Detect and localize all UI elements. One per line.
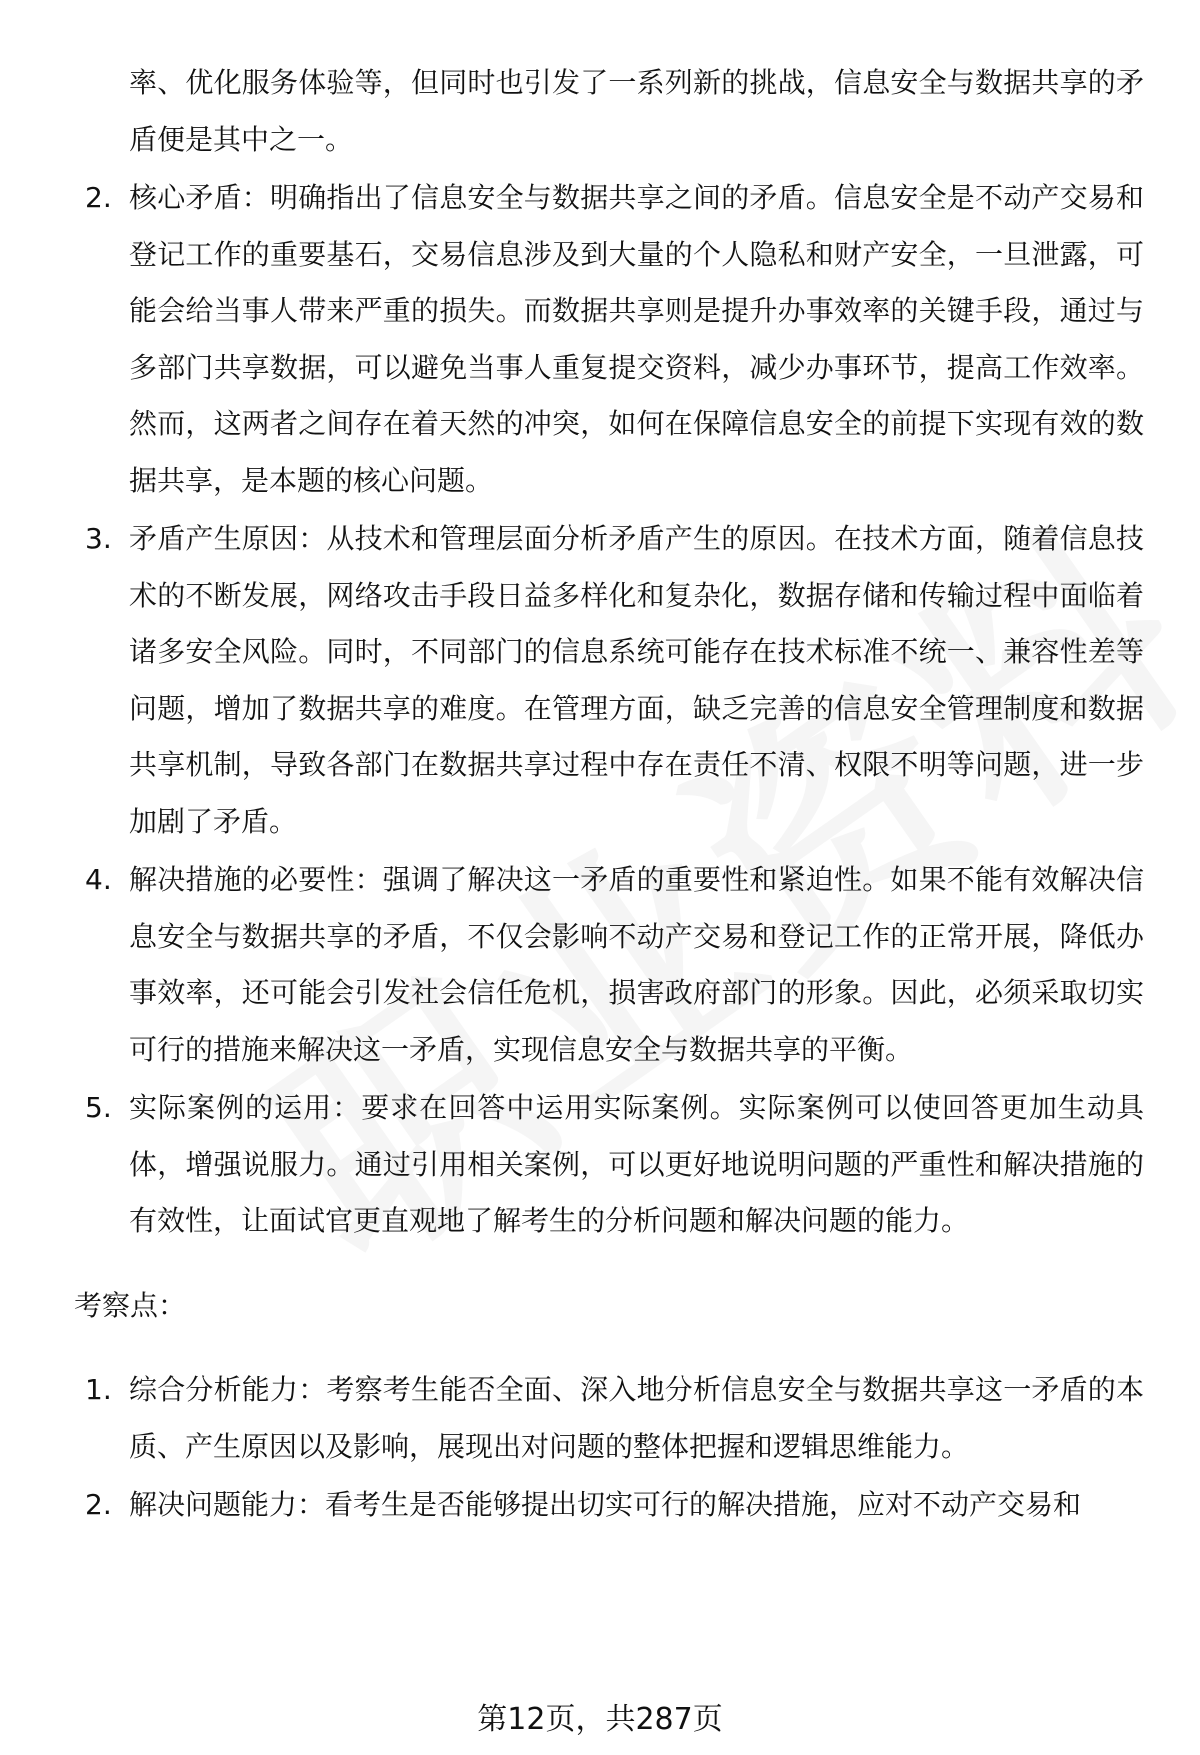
list-item: [74, 1080, 1144, 1250]
continuation-paragraph: 率、优化服务体验等，但同时也引发了一系列新的挑战，信息安全与数据共享的矛盾便是其中之一。: [129, 66, 1144, 156]
list-item-text: 核心矛盾：明确指出了信息安全与数据共享之间的矛盾。信息安全是不动产交易和登记工作的重要基石，交易信息涉及到大量的个人隐私和财产安全，一旦泄露，可能会给当事人带来严重的损失。而数据共享则是提升办事效率的关键手段，通过与多部门共享数据，可以避免当事人重复提交资料，减少办事环节，提高工作效率。然而，这两者之间存在着天然的冲突，如何在保障信息安全的前提下实现有效的数据共享，是本题的核心问题。: [129, 181, 1144, 497]
list-item: [74, 1477, 1144, 1534]
list-item-number: 5.: [85, 1091, 112, 1124]
list-item-number: 1.: [85, 1373, 112, 1406]
list-item-number: 3.: [85, 522, 112, 555]
page-number-footer: 第12页，共287页: [477, 1702, 723, 1737]
list-item-text: 解决措施的必要性：强调了解决这一矛盾的重要性和紧迫性。如果不能有效解决信息安全与数据共享的矛盾，不仅会影响不动产交易和登记工作的正常开展，降低办事效率，还可能会引发社会信任危机，损害政府部门的形象。因此，必须采取切实可行的措施来解决这一矛盾，实现信息安全与数据共享的平衡。: [129, 863, 1144, 1066]
list-item-text: 综合分析能力：考察考生能否全面、深入地分析信息安全与数据共享这一矛盾的本质、产生原因以及影响，展现出对问题的整体把握和逻辑思维能力。: [129, 1373, 1144, 1463]
analysis-list: [74, 170, 1144, 1250]
assessment-list: [74, 1362, 1144, 1534]
list-item-number: 4.: [85, 863, 112, 896]
list-item: [74, 1362, 1144, 1475]
list-item-text: 实际案例的运用：要求在回答中运用实际案例。实际案例可以使回答更加生动具体，增强说服力。通过引用相关案例，可以更好地说明问题的严重性和解决措施的有效性，让面试官更直观地了解考生的分析问题和解决问题的能力。: [129, 1091, 1144, 1237]
list-item-number: 2.: [85, 181, 112, 214]
list-item: [74, 852, 1144, 1078]
list-item: [74, 170, 1144, 509]
document-body: [74, 55, 1144, 1536]
list-item-text: 矛盾产生原因：从技术和管理层面分析矛盾产生的原因。在技术方面，随着信息技术的不断发展，网络攻击手段日益多样化和复杂化，数据存储和传输过程中面临着诸多安全风险。同时，不同部门的信息系统可能存在技术标准不统一、兼容性差等问题，增加了数据共享的难度。在管理方面，缺乏完善的信息安全管理制度和数据共享机制，导致各部门在数据共享过程中存在责任不清、权限不明等问题，进一步加剧了矛盾。: [129, 522, 1144, 838]
list-item-text: 解决问题能力：看考生是否能够提出切实可行的解决措施，应对不动产交易和: [129, 1488, 1082, 1521]
list-item: [74, 511, 1144, 850]
section-title: 考察点：: [74, 1288, 187, 1322]
list-item-number: 2.: [85, 1488, 112, 1521]
